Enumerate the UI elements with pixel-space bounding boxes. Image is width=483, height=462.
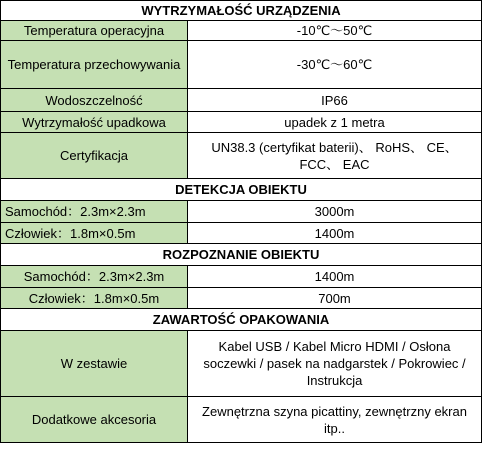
row-value: upadek z 1 metra bbox=[188, 112, 482, 133]
table-row bbox=[1, 21, 482, 41]
table-row bbox=[1, 331, 482, 397]
row-label: Wodoszczelność bbox=[1, 89, 188, 112]
row-label: Wytrzymałość upadkowa bbox=[1, 112, 188, 133]
section-title-durability: WYTRZYMAŁOŚĆ URZĄDZENIA bbox=[1, 1, 482, 21]
row-value: UN38.3 (certyfikat baterii)、 RoHS、 CE、 FCC、 EAC bbox=[188, 133, 482, 179]
row-label: W zestawie bbox=[1, 331, 188, 397]
row-label: Temperatura przechowywania bbox=[1, 41, 188, 89]
row-value: IP66 bbox=[188, 89, 482, 112]
row-value: 1400m bbox=[188, 223, 482, 244]
row-label: Temperatura operacyjna bbox=[1, 21, 188, 41]
section-title-detection: DETEKCJA OBIEKTU bbox=[1, 179, 482, 201]
section-header-row bbox=[1, 309, 482, 331]
row-value: 3000m bbox=[188, 201, 482, 223]
row-value: -10℃～50℃ bbox=[188, 21, 482, 41]
table-row bbox=[1, 397, 482, 443]
row-value: 700m bbox=[188, 288, 482, 309]
section-title-recognition: ROZPOZNANIE OBIEKTU bbox=[1, 244, 482, 266]
row-label: Certyfikacja bbox=[1, 133, 188, 179]
table-row bbox=[1, 266, 482, 288]
table-row bbox=[1, 288, 482, 309]
table-row bbox=[1, 201, 482, 223]
section-header-row bbox=[1, 1, 482, 21]
table-row bbox=[1, 133, 482, 179]
row-value: Kabel USB / Kabel Micro HDMI / Osłona soczewki / pasek na nadgarstek / Pokrowiec / Instrukcja bbox=[188, 331, 482, 397]
row-label: Samochód：2.3m×2.3m bbox=[1, 266, 188, 288]
row-label: Człowiek：1.8m×0.5m bbox=[1, 223, 188, 244]
section-header-row bbox=[1, 244, 482, 266]
row-value: Zewnętrzna szyna picattiny, zewnętrzny ekran itp.. bbox=[188, 397, 482, 443]
row-label: Samochód：2.3m×2.3m bbox=[1, 201, 188, 223]
row-label: Dodatkowe akcesoria bbox=[1, 397, 188, 443]
table-row bbox=[1, 41, 482, 89]
table-row bbox=[1, 89, 482, 112]
row-value: 1400m bbox=[188, 266, 482, 288]
section-header-row bbox=[1, 179, 482, 201]
section-title-package: ZAWARTOŚĆ OPAKOWANIA bbox=[1, 309, 482, 331]
table-row bbox=[1, 223, 482, 244]
table-row bbox=[1, 112, 482, 133]
row-label: Człowiek：1.8m×0.5m bbox=[1, 288, 188, 309]
row-value: -30℃～60℃ bbox=[188, 41, 482, 89]
